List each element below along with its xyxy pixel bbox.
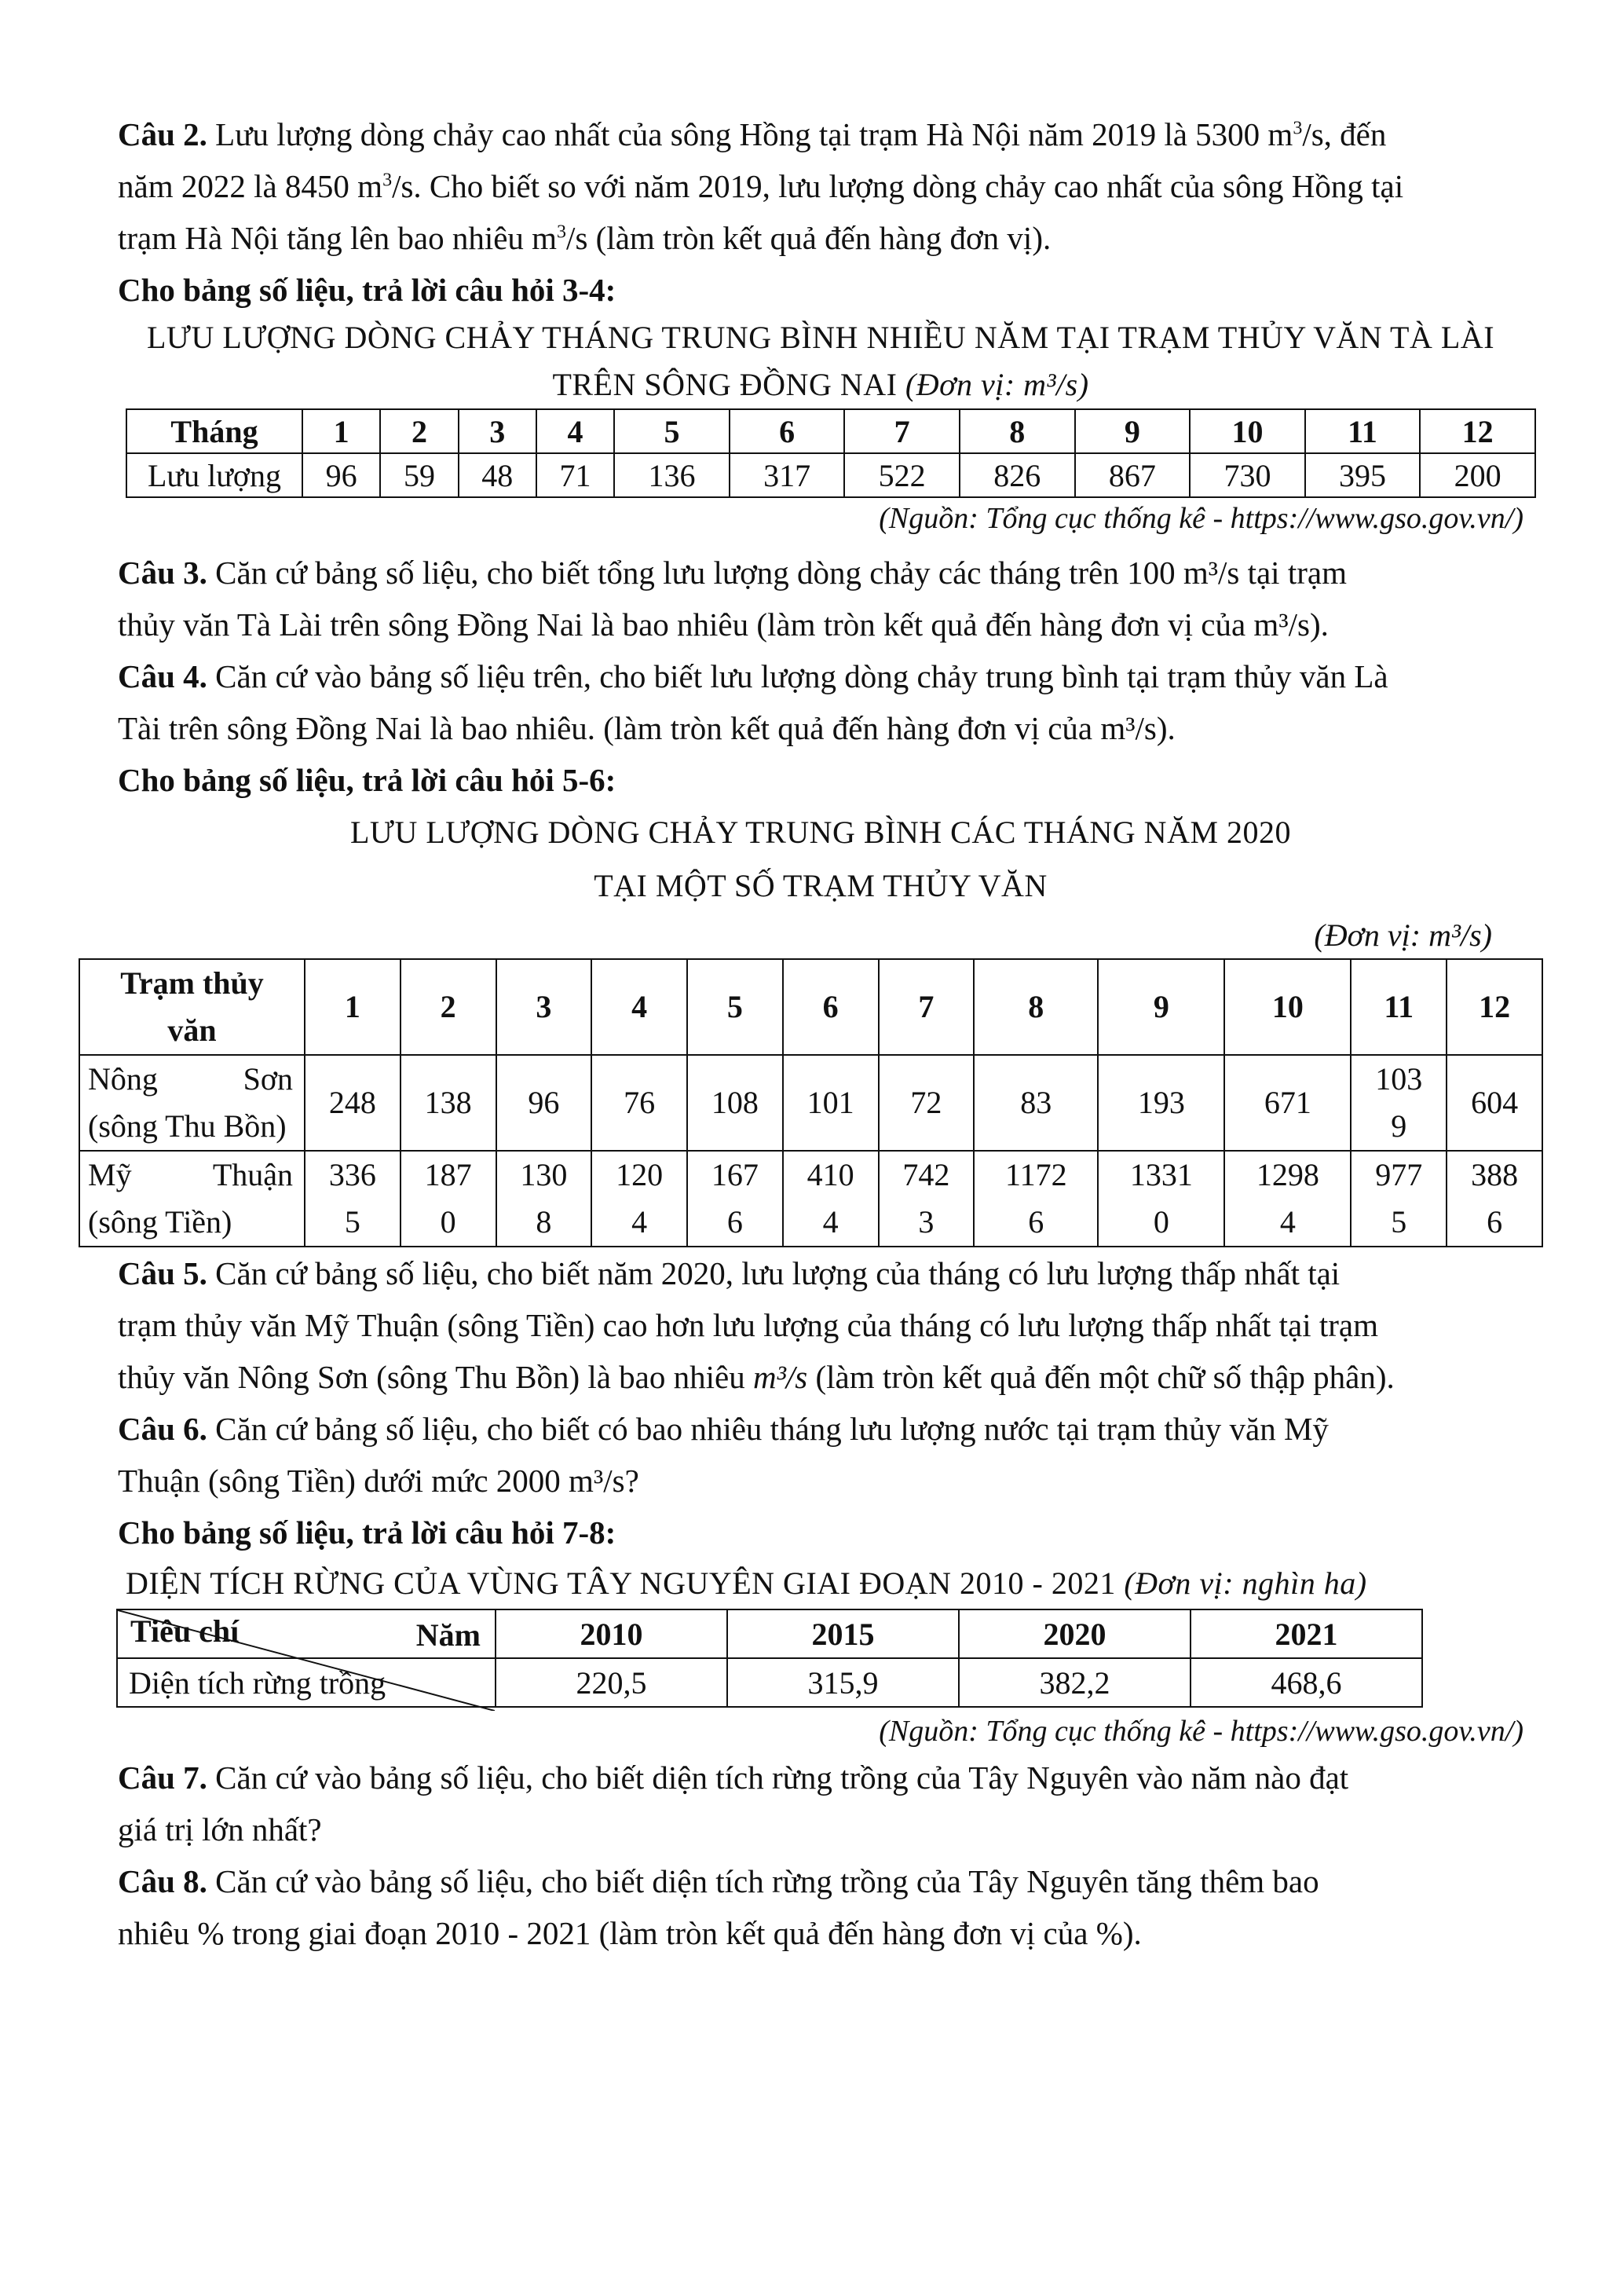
question-4 bbox=[118, 650, 1523, 754]
table-2-title: LƯU LƯỢNG DÒNG CHẢY TRUNG BÌNH CÁC THÁNG NĂM 2020 bbox=[349, 815, 1292, 850]
value-cell bbox=[974, 1055, 1098, 1151]
value-cell: 315,9 bbox=[727, 1658, 959, 1707]
section-intro-3-4: Cho bảng số liệu, trả lời câu hỏi 3-4: bbox=[118, 272, 616, 308]
value-cell bbox=[783, 1151, 879, 1247]
question-text: trạm thủy văn Mỹ Thuận (sông Tiền) cao hơn lưu lượng của tháng có lưu lượng thấp nhất tại trạm bbox=[118, 1307, 1379, 1343]
value-cell: 71 bbox=[536, 453, 614, 497]
value-cell bbox=[879, 1151, 975, 1247]
value-part: 6 bbox=[726, 1204, 743, 1240]
value-cell bbox=[687, 1151, 783, 1247]
value-cell: 395 bbox=[1305, 453, 1421, 497]
month-header-cell: 11 bbox=[1351, 959, 1447, 1055]
value-cell: 730 bbox=[1190, 453, 1305, 497]
question-5 bbox=[118, 1247, 1523, 1403]
question-text: Căn cứ bảng số liệu, cho biết tổng lưu lượng dòng chảy các tháng trên 100 m³/s tại trạm bbox=[215, 555, 1347, 591]
value-part: 5 bbox=[1391, 1204, 1407, 1240]
question-8 bbox=[118, 1855, 1523, 1959]
value-part: 1298 bbox=[1256, 1157, 1319, 1192]
value-part: 76 bbox=[624, 1085, 656, 1120]
value-cell bbox=[783, 1055, 879, 1151]
month-header-cell: 6 bbox=[783, 959, 879, 1055]
month-header-cell: 7 bbox=[844, 409, 960, 453]
month-header-cell: 2 bbox=[380, 409, 458, 453]
month-header-cell: 8 bbox=[974, 959, 1098, 1055]
value-cell: 468,6 bbox=[1191, 1658, 1422, 1707]
table-header-row bbox=[79, 959, 1542, 1055]
value-part: 604 bbox=[1471, 1085, 1519, 1120]
month-header-cell: 3 bbox=[459, 409, 536, 453]
year-header-cell: 2015 bbox=[727, 1609, 959, 1658]
title-text: TRÊN SÔNG ĐỒNG NAI bbox=[552, 367, 898, 402]
month-header-cell: 9 bbox=[1098, 959, 1224, 1055]
header-cell bbox=[79, 959, 305, 1055]
table-row bbox=[79, 1055, 1542, 1151]
value-part: 4 bbox=[631, 1204, 648, 1240]
station-label-cell bbox=[79, 1055, 305, 1151]
value-cell bbox=[591, 1151, 687, 1247]
value-part: 742 bbox=[902, 1157, 950, 1192]
question-text: /s (làm tròn kết quả đến hàng đơn vị). bbox=[566, 220, 1052, 256]
question-text: năm 2022 là 8450 m bbox=[118, 168, 383, 204]
question-text: Căn cứ bảng số liệu, cho biết năm 2020, lưu lượng của tháng có lưu lượng thấp nhất tại bbox=[215, 1255, 1341, 1291]
header-cell: Tháng bbox=[126, 409, 302, 453]
value-part: 187 bbox=[424, 1157, 472, 1192]
superscript: 3 bbox=[382, 170, 393, 191]
value-cell bbox=[1351, 1055, 1447, 1151]
row-label: Diện tích rừng trồng bbox=[117, 1658, 496, 1707]
question-text: /s, đến bbox=[1302, 116, 1387, 152]
question-label: Câu 3. bbox=[118, 555, 207, 591]
month-header-cell: 3 bbox=[496, 959, 592, 1055]
value-cell: 382,2 bbox=[959, 1658, 1191, 1707]
month-header-cell: 10 bbox=[1190, 409, 1305, 453]
value-cell: 136 bbox=[614, 453, 730, 497]
month-header-cell: 12 bbox=[1447, 959, 1542, 1055]
station-name-part: Nông bbox=[88, 1061, 158, 1097]
row-label: Lưu lượng bbox=[126, 453, 302, 497]
question-text: Căn cứ vào bảng số liệu trên, cho biết lưu lượng dòng chảy trung bình tại trạm thủy văn Là bbox=[215, 658, 1388, 694]
value-cell: 826 bbox=[960, 453, 1075, 497]
value-cell: 96 bbox=[302, 453, 380, 497]
value-part: 83 bbox=[1020, 1085, 1052, 1120]
question-text: (làm tròn kết quả đến một chữ số thập phân). bbox=[807, 1359, 1395, 1395]
header-text: Trạm thủy bbox=[120, 965, 264, 1001]
value-part: 9 bbox=[1391, 1108, 1407, 1144]
value-part: 6 bbox=[1028, 1204, 1044, 1240]
value-part: 120 bbox=[616, 1157, 664, 1192]
question-text: Lưu lượng dòng chảy cao nhất của sông Hồng tại trạm Hà Nội năm 2019 là 5300 m bbox=[215, 116, 1293, 152]
unit-label: (Đơn vị: nghìn ha) bbox=[1124, 1565, 1367, 1601]
superscript: 3 bbox=[557, 222, 567, 243]
value-cell bbox=[401, 1151, 496, 1247]
corner-top-label: Năm bbox=[415, 1617, 481, 1653]
value-cell bbox=[305, 1055, 401, 1151]
station-name-part: Thuận bbox=[212, 1157, 293, 1192]
value-cell: 200 bbox=[1420, 453, 1535, 497]
value-part: 388 bbox=[1471, 1157, 1519, 1192]
question-text: Tài trên sông Đồng Nai là bao nhiêu. (làm tròn kết quả đến hàng đơn vị của m³/s). bbox=[118, 710, 1176, 746]
table-row bbox=[126, 453, 1535, 497]
value-part: 5 bbox=[344, 1204, 360, 1240]
question-text: giá trị lớn nhất? bbox=[118, 1811, 322, 1847]
value-part: 1172 bbox=[1005, 1157, 1067, 1192]
month-header-cell: 4 bbox=[536, 409, 614, 453]
table-1 bbox=[126, 408, 1536, 498]
question-text: /s. Cho biết so với năm 2019, lưu lượng dòng chảy cao nhất của sông Hồng tại bbox=[392, 168, 1404, 204]
header-text: văn bbox=[167, 1013, 217, 1048]
value-cell: 522 bbox=[844, 453, 960, 497]
table-3 bbox=[116, 1609, 1423, 1708]
month-header-cell: 12 bbox=[1420, 409, 1535, 453]
superscript: 3 bbox=[1293, 118, 1303, 139]
value-part: 167 bbox=[711, 1157, 759, 1192]
month-header-cell: 1 bbox=[302, 409, 380, 453]
station-name bbox=[88, 1152, 304, 1199]
value-cell bbox=[687, 1055, 783, 1151]
month-header-cell: 9 bbox=[1075, 409, 1191, 453]
month-header-cell: 1 bbox=[305, 959, 401, 1055]
value-part: 103 bbox=[1375, 1061, 1423, 1097]
value-part: 0 bbox=[1153, 1204, 1169, 1240]
month-header-cell: 4 bbox=[591, 959, 687, 1055]
question-label: Câu 6. bbox=[118, 1411, 207, 1447]
value-cell bbox=[496, 1055, 592, 1151]
value-cell bbox=[1098, 1055, 1224, 1151]
value-part: 0 bbox=[440, 1204, 456, 1240]
value-part: 410 bbox=[807, 1157, 854, 1192]
question-label: Câu 4. bbox=[118, 658, 207, 694]
unit-label: (Đơn vị: m³/s) bbox=[905, 367, 1089, 402]
station-name-part: Sơn bbox=[243, 1061, 293, 1097]
value-part: 3 bbox=[918, 1204, 935, 1240]
station-label-cell bbox=[79, 1151, 305, 1247]
value-part: 101 bbox=[807, 1085, 854, 1120]
table-3-title bbox=[118, 1558, 1523, 1609]
question-text: Căn cứ vào bảng số liệu, cho biết diện tích rừng trồng của Tây Nguyên vào năm nào đạt bbox=[215, 1760, 1349, 1796]
question-text: Căn cứ bảng số liệu, cho biết có bao nhiêu tháng lưu lượng nước tại trạm thủy văn Mỹ bbox=[215, 1411, 1329, 1447]
value-part: 8 bbox=[536, 1204, 552, 1240]
year-header-cell: 2010 bbox=[496, 1609, 727, 1658]
corner-bottom-label: Tiêu chí bbox=[130, 1613, 240, 1649]
value-cell bbox=[1447, 1055, 1542, 1151]
question-text: Thuận (sông Tiền) dưới mức 2000 m³/s? bbox=[118, 1463, 639, 1499]
month-header-cell: 11 bbox=[1305, 409, 1421, 453]
document-page bbox=[88, 108, 1523, 1959]
table-header-row bbox=[126, 409, 1535, 453]
month-header-cell: 8 bbox=[960, 409, 1075, 453]
unit-text: m³/s bbox=[752, 1359, 808, 1395]
value-part: 72 bbox=[910, 1085, 942, 1120]
value-part: 96 bbox=[528, 1085, 560, 1120]
value-part: 4 bbox=[1279, 1204, 1296, 1240]
value-part: 248 bbox=[328, 1085, 376, 1120]
value-part: 108 bbox=[711, 1085, 759, 1120]
question-7 bbox=[118, 1752, 1523, 1855]
title-text: DIỆN TÍCH RỪNG CỦA VÙNG TÂY NGUYÊN GIAI ĐOẠN 2010 - 2021 bbox=[126, 1565, 1116, 1601]
question-label: Câu 5. bbox=[118, 1255, 207, 1291]
table-1-title: LƯU LƯỢNG DÒNG CHẢY THÁNG TRUNG BÌNH NHIỀU NĂM TẠI TRẠM THỦY VĂN TÀ LÀI bbox=[146, 320, 1495, 355]
year-header-cell: 2021 bbox=[1191, 1609, 1422, 1658]
value-part: 193 bbox=[1137, 1085, 1185, 1120]
value-cell: 59 bbox=[380, 453, 458, 497]
value-cell bbox=[401, 1055, 496, 1151]
value-cell bbox=[591, 1055, 687, 1151]
question-label: Câu 7. bbox=[118, 1760, 207, 1796]
unit-label: (Đơn vị: m³/s) bbox=[1314, 917, 1492, 953]
value-cell bbox=[1098, 1151, 1224, 1247]
question-text: thủy văn Nông Sơn (sông Thu Bồn) là bao nhiêu bbox=[118, 1359, 753, 1395]
value-cell bbox=[1447, 1151, 1542, 1247]
month-header-cell: 5 bbox=[687, 959, 783, 1055]
question-text: thủy văn Tà Lài trên sông Đồng Nai là bao nhiêu (làm tròn kết quả đến hàng đơn vị của m³/s). bbox=[118, 606, 1329, 643]
month-header-cell: 7 bbox=[879, 959, 975, 1055]
month-header-cell: 10 bbox=[1224, 959, 1351, 1055]
table-2-title-line2: TẠI MỘT SỐ TRẠM THỦY VĂN bbox=[594, 868, 1048, 903]
value-part: 336 bbox=[328, 1157, 376, 1192]
table-2 bbox=[79, 958, 1543, 1247]
question-text: Căn cứ vào bảng số liệu, cho biết diện tích rừng trồng của Tây Nguyên tăng thêm bao bbox=[215, 1863, 1319, 1899]
value-cell: 220,5 bbox=[496, 1658, 727, 1707]
value-cell: 48 bbox=[459, 453, 536, 497]
station-name bbox=[88, 1056, 304, 1103]
question-label: Câu 2. bbox=[118, 116, 207, 152]
month-header-cell: 6 bbox=[730, 409, 845, 453]
question-label: Câu 8. bbox=[118, 1863, 207, 1899]
question-6 bbox=[118, 1403, 1523, 1507]
source-note: (Nguồn: Tổng cục thống kê - https://www.gso.gov.vn/) bbox=[879, 1715, 1523, 1748]
month-header-cell: 5 bbox=[614, 409, 730, 453]
value-cell bbox=[1351, 1151, 1447, 1247]
river-name: (sông Tiền) bbox=[88, 1204, 232, 1240]
value-cell bbox=[305, 1151, 401, 1247]
value-part: 4 bbox=[822, 1204, 839, 1240]
value-part: 6 bbox=[1487, 1204, 1503, 1240]
value-cell bbox=[1224, 1055, 1351, 1151]
table-row bbox=[79, 1151, 1542, 1247]
river-name: (sông Thu Bồn) bbox=[88, 1108, 287, 1144]
corner-header-cell bbox=[117, 1609, 496, 1658]
question-text: trạm Hà Nội tăng lên bao nhiêu m bbox=[118, 220, 558, 256]
value-cell: 317 bbox=[730, 453, 845, 497]
question-text: nhiêu % trong giai đoạn 2010 - 2021 (làm tròn kết quả đến hàng đơn vị của %). bbox=[118, 1915, 1142, 1951]
value-part: 1331 bbox=[1129, 1157, 1193, 1192]
value-cell bbox=[879, 1055, 975, 1151]
question-3 bbox=[118, 547, 1523, 650]
value-part: 977 bbox=[1375, 1157, 1423, 1192]
source-note: (Nguồn: Tổng cục thống kê - https://www.gso.gov.vn/) bbox=[879, 502, 1523, 535]
value-part: 138 bbox=[424, 1085, 472, 1120]
section-intro-5-6: Cho bảng số liệu, trả lời câu hỏi 5-6: bbox=[118, 762, 616, 798]
question-2 bbox=[118, 108, 1523, 264]
value-part: 671 bbox=[1264, 1085, 1311, 1120]
table-1-title-line2 bbox=[118, 361, 1523, 408]
value-cell: 867 bbox=[1075, 453, 1191, 497]
table-header-row bbox=[117, 1609, 1422, 1658]
year-header-cell: 2020 bbox=[959, 1609, 1191, 1658]
value-part: 130 bbox=[520, 1157, 568, 1192]
station-name-part: Mỹ bbox=[88, 1157, 132, 1192]
month-header-cell: 2 bbox=[401, 959, 496, 1055]
value-cell bbox=[974, 1151, 1098, 1247]
value-cell bbox=[496, 1151, 592, 1247]
value-cell bbox=[1224, 1151, 1351, 1247]
section-intro-7-8: Cho bảng số liệu, trả lời câu hỏi 7-8: bbox=[118, 1514, 616, 1551]
